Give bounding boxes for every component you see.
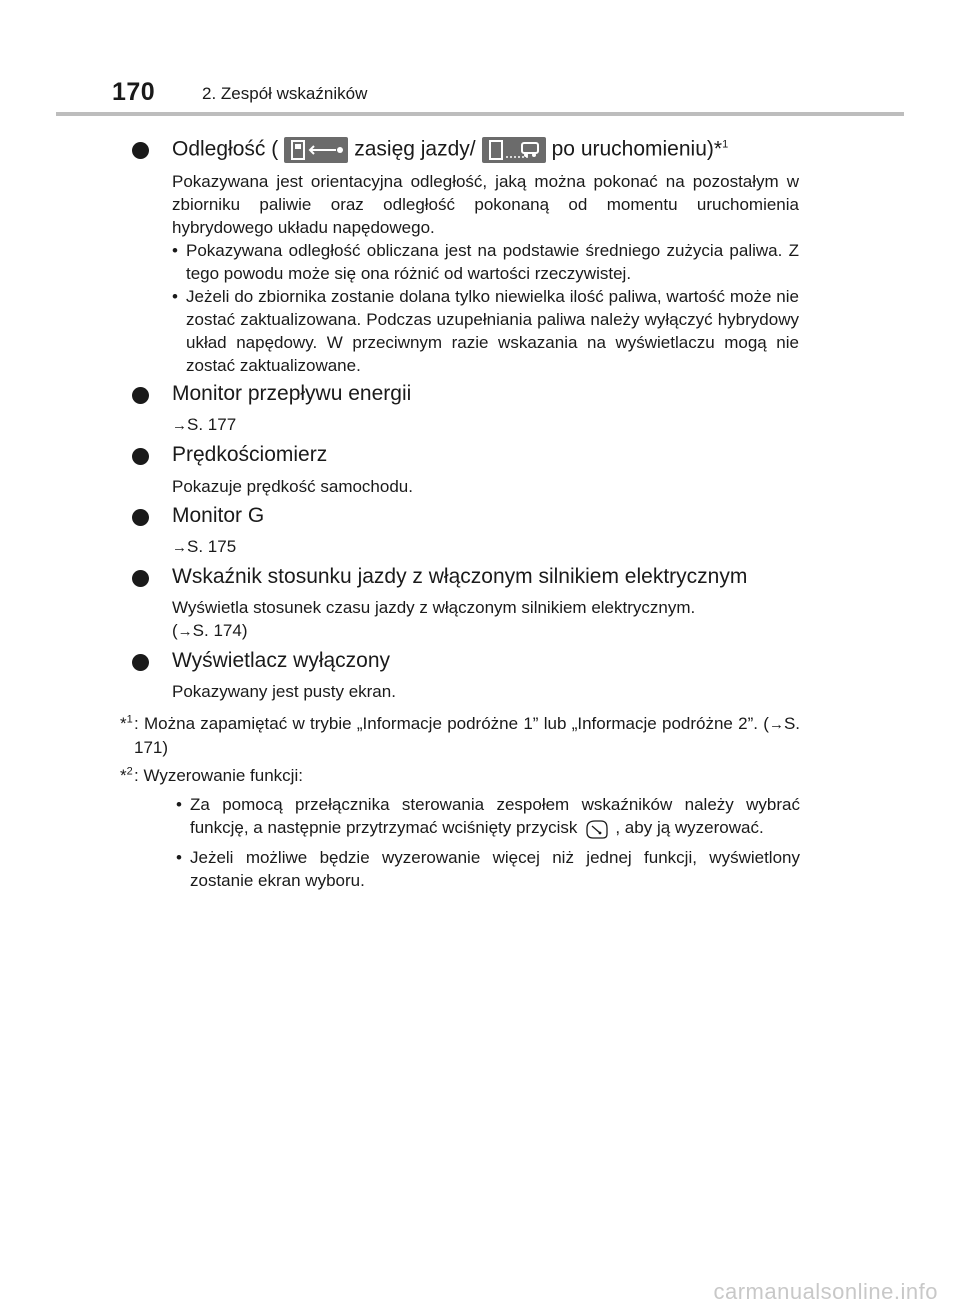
section-title: Prędkościomierz bbox=[172, 443, 328, 466]
ref-text: S. 177 bbox=[187, 415, 237, 434]
footnote-1 bbox=[120, 712, 800, 759]
arrow-icon: → bbox=[172, 417, 187, 434]
footnote-text: : Wyzerowanie funkcji: bbox=[134, 766, 303, 785]
trip-since-start-icon bbox=[482, 137, 546, 163]
section-body: Pokazywana jest orientacyjna odległość, jaką można pokonać na pozostałym w zbiorniku paliwie oraz odległość pokonaną od momentu uruchomienia hybrydowego układu napędowego. bbox=[172, 172, 799, 237]
page-reference bbox=[172, 537, 236, 557]
page-number: 170 bbox=[112, 78, 156, 106]
reset-button-icon bbox=[583, 818, 609, 840]
bullet-text: Za pomocą przełącznika sterowania zespołem wskaźników należy wybrać funkcję, a następnie przytrzymać wciśnięty przycisk , aby ją wyzerować. bbox=[190, 793, 800, 840]
arrow-icon: → bbox=[177, 623, 193, 640]
arrow-icon: → bbox=[768, 716, 784, 733]
bullet-text: Jeżeli do zbiornika zostanie dolana tylko niewielka ilość paliwa, wartość może nie zostać zaktualizowana. Podczas uzupełniania paliwa należy wyłączyć hybrydowy układ napędowy. W przeciwnym razie wskazania na wyświetlaczu mogą nie zostać zaktualizowane. bbox=[186, 287, 799, 375]
page-header bbox=[0, 0, 960, 118]
section-title: Wyświetlacz wyłączony bbox=[172, 649, 391, 672]
header-divider bbox=[56, 112, 904, 116]
section-title: Monitor przepływu energii bbox=[172, 382, 412, 405]
title-part: zasięg jazdy/ bbox=[354, 137, 476, 161]
bullet-dot-icon bbox=[132, 654, 149, 671]
chapter-title: 2. Zespół wskaźników bbox=[202, 84, 368, 103]
section-body: Wyświetla stosunek czasu jazdy z włączonym silnikiem elektrycznym. bbox=[172, 598, 696, 617]
section-title: Wskaźnik stosunku jazdy z włączonym silnikiem elektrycznym bbox=[172, 565, 748, 588]
bullet-item bbox=[176, 846, 800, 892]
bullet-dot-icon bbox=[132, 570, 149, 587]
bullet-mark: • bbox=[176, 795, 182, 814]
bullet-mark: • bbox=[172, 241, 178, 260]
section-body: Pokazywany jest pusty ekran. bbox=[172, 682, 396, 701]
bullet-mark: • bbox=[172, 287, 178, 306]
section-title: Monitor G bbox=[172, 504, 265, 527]
fuel-range-icon bbox=[284, 137, 348, 163]
bullet-dot-icon bbox=[132, 387, 149, 404]
title-part: Odległość ( bbox=[172, 137, 279, 161]
bullet-item bbox=[176, 793, 800, 840]
bullet-dot-icon bbox=[132, 509, 149, 526]
footnote-text: : Można zapamiętać w trybie „Informacje podróżne 1” lub „Informacje podróżne 2”. (→S. 171) bbox=[134, 714, 800, 757]
bullet-dot-icon bbox=[132, 142, 149, 159]
footnote-2 bbox=[120, 764, 800, 787]
section-body: Pokazuje prędkość samochodu. bbox=[172, 477, 413, 496]
ref-text: S. 174 bbox=[192, 621, 242, 640]
bullet-text: Jeżeli możliwe będzie wyzerowanie więcej niż jednej funkcji, wyświetlony zostanie ekran wyboru. bbox=[190, 848, 800, 890]
page-reference: (→S. 174) bbox=[172, 621, 248, 640]
arrow-icon: → bbox=[172, 539, 187, 556]
bullet-dot-icon bbox=[132, 448, 149, 465]
title-part: po uruchomieniu)* bbox=[551, 137, 723, 161]
footnote-ref: 1 bbox=[722, 138, 729, 151]
page-reference bbox=[172, 415, 236, 435]
bullet-text: Pokazywana odległość obliczana jest na podstawie średniego zużycia paliwa. Z tego powodu może się ona różnić od wartości rzeczywistej. bbox=[186, 241, 799, 283]
bullet-mark: • bbox=[176, 848, 182, 867]
bullet-item bbox=[172, 285, 799, 377]
section-title bbox=[172, 137, 728, 163]
footnote-mark: *$^1$ bbox=[120, 713, 133, 733]
ref-text: S. 175 bbox=[187, 537, 237, 556]
watermark: carmanualsonline.info bbox=[713, 1279, 938, 1304]
bullet-item bbox=[172, 239, 799, 285]
footnote-mark: *$^2$ bbox=[120, 765, 133, 785]
